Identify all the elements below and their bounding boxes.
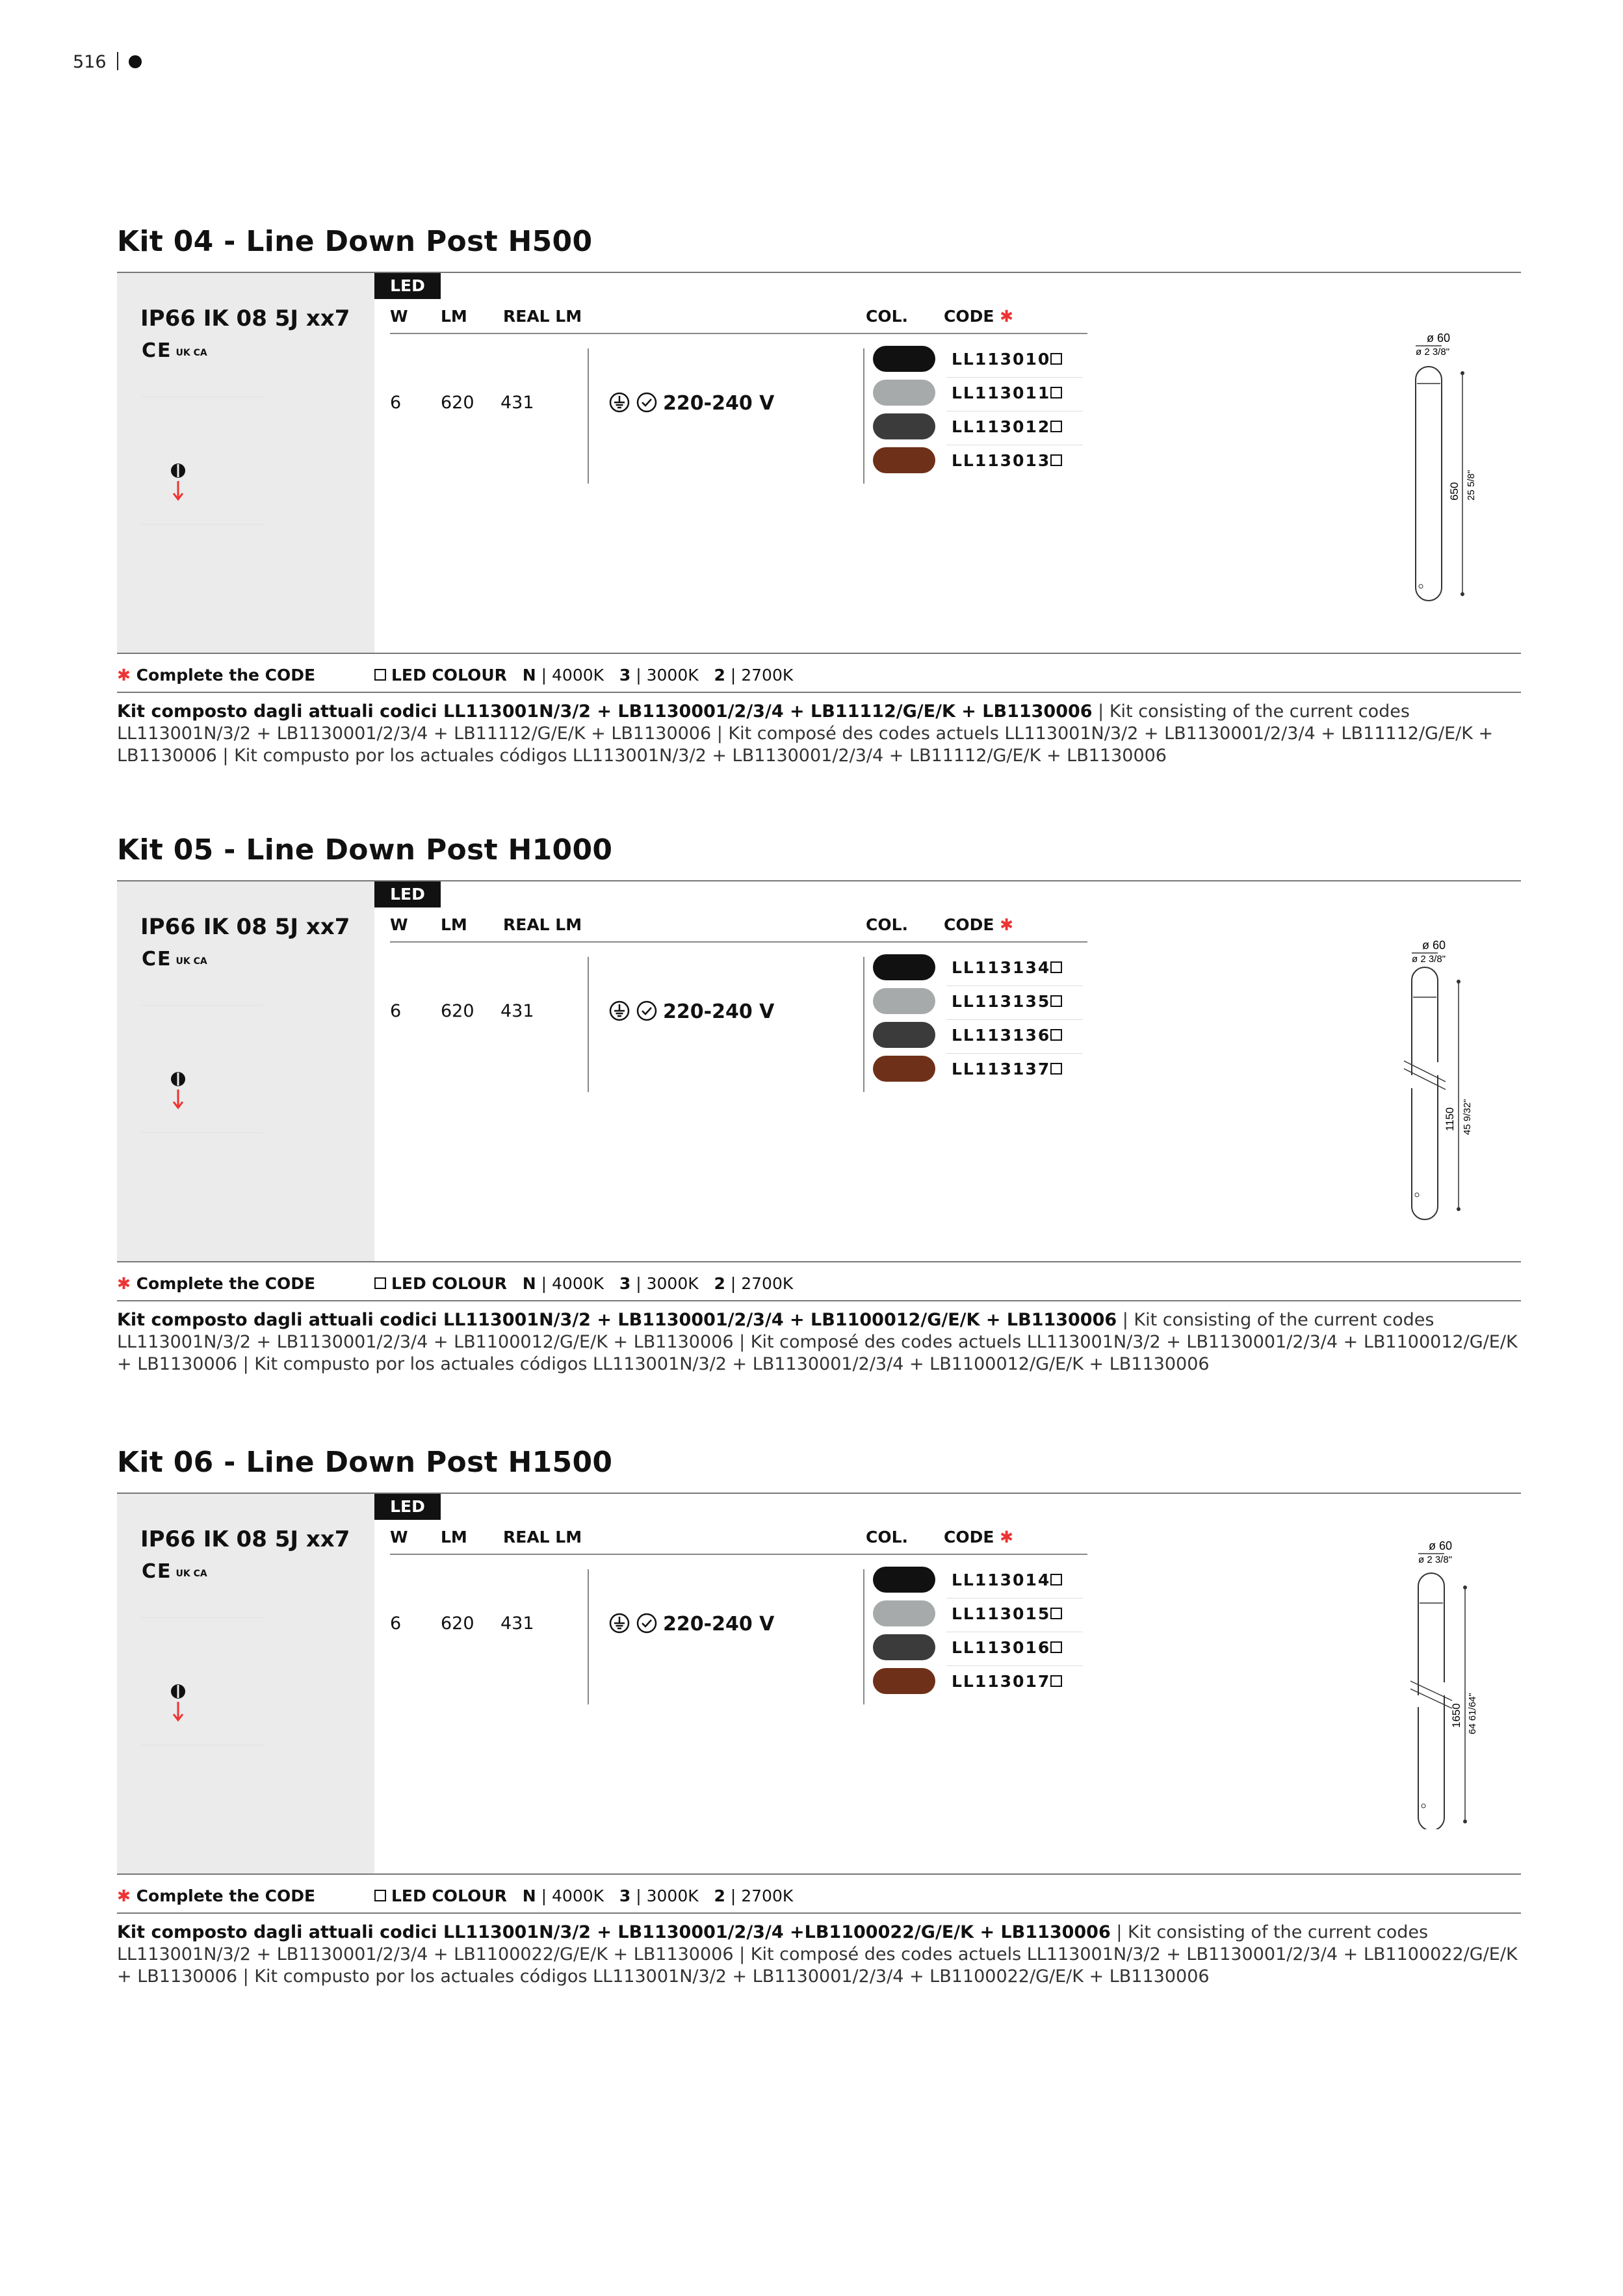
checkbox-icon [1050,1675,1062,1687]
divider [588,957,589,1092]
checkbox-icon [1050,1029,1062,1041]
led-tag: LED [374,273,441,299]
earth-ground-icon [608,391,630,413]
page-number-text: 516 [73,52,107,72]
color-swatch-black [873,346,935,372]
kit-section [117,1446,1521,2005]
checkbox-icon [1050,1063,1062,1075]
divider [140,1132,264,1133]
voltage-text: 220-240 V [663,1000,775,1023]
led-tag: LED [374,881,441,907]
product-code: LL113012 [952,417,1067,436]
led-colour-options: LED COLOUR N | 4000K 3 | 3000K 2 | 2700K [374,666,793,685]
divider [390,333,1087,334]
divider [863,1569,864,1704]
value-real-lm: 431 [500,1001,534,1021]
kit-title: Kit 06 - Line Down Post H1500 [117,1446,613,1479]
height-inch-label: 25 5/8" [1466,469,1477,501]
divider [117,1261,1521,1262]
color-swatch-black [873,954,935,980]
certification-icons [142,1560,207,1583]
divider [946,1019,1083,1020]
color-swatch-corten [873,447,935,473]
checkbox-icon [1050,353,1062,365]
value-real-lm: 431 [500,1613,534,1634]
asterisk-icon: ✱ [1000,915,1014,934]
ground-spike-icon [165,1682,191,1728]
dimension-drawing [1391,1537,1488,1829]
ip-rating: IP66 IK 08 5J xx7 [140,306,350,332]
divider [588,348,589,484]
dimension-drawing [1391,329,1488,615]
header-real-lm: REAL LM [503,915,582,934]
divider [946,377,1083,378]
kit-description: Kit composto dagli attuali codici LL113001N/3/2 + LB1130001/2/3/4 + LB11112/G/E/K + LB1130006 | Kit consisting of the current codes LL113001N/3/2 + LB1130001/2/3/4 + LB11112/G/E/K + LB1130006 | Kit composé des codes actuels LL113001N/3/2 + LB1130001/2/3/4 + LB11112/G/E/K + LB1130006 | Kit compusto por los actuales códigos LL113001N/3/2 + LB1130001/2/3/4 + LB11112/G/E/K + LB1130006 [117,701,1494,766]
header-w: W [390,307,408,326]
value-w: 6 [390,393,402,413]
ukca-mark-icon: UK CA [175,956,207,967]
checkbox-icon [1050,454,1062,466]
divider [140,1005,264,1006]
asterisk-icon: ✱ [117,1274,131,1293]
product-code: LL113017 [952,1672,1067,1691]
product-code: LL113011 [952,384,1067,402]
complete-code-note: ✱ Complete the CODE [117,1274,316,1293]
header-col: COL. [866,307,909,326]
header-lm: LM [441,915,467,934]
divider [946,1053,1083,1054]
diameter-inch-label: ø 2 3/8" [1412,954,1446,965]
header-lm: LM [441,307,467,326]
diameter-label: ø 60 [1422,939,1446,952]
ground-spike-icon [165,1070,191,1115]
product-code: LL113135 [952,992,1067,1011]
value-lm: 620 [441,1613,474,1634]
kit-title: Kit 05 - Line Down Post H1000 [117,833,613,867]
product-code: LL113015 [952,1604,1067,1623]
checkbox-icon [1050,387,1062,398]
ukca-mark-icon: UK CA [175,348,207,358]
value-lm: 620 [441,393,474,413]
color-swatch-corten [873,1668,935,1694]
product-code: LL113134 [952,958,1067,977]
dimension-drawing [1391,939,1488,1225]
kit-title: Kit 04 - Line Down Post H500 [117,225,593,258]
led-colour-options: LED COLOUR N | 4000K 3 | 3000K 2 | 2700K [374,1886,793,1905]
divider [390,1554,1087,1555]
checkbox-icon [374,669,386,681]
color-swatch-grey [873,1600,935,1626]
ce-mark-icon: CE [142,339,172,362]
value-w: 6 [390,1613,402,1634]
spec-panel [117,273,374,653]
asterisk-icon: ✱ [117,666,131,685]
divider [863,957,864,1092]
asterisk-icon: ✱ [117,1886,131,1905]
ce-mark-icon: CE [142,948,172,971]
height-inch-label: 64 61/64" [1467,1693,1478,1734]
divider [117,52,118,70]
earth-ground-icon [608,1612,630,1634]
asterisk-icon: ✱ [1000,1528,1014,1546]
divider [140,524,264,525]
color-swatch-anthracite [873,1634,935,1660]
certification-icons [142,339,207,362]
divider [946,985,1083,986]
divider [117,692,1521,693]
page-number [73,52,142,72]
header-col: COL. [866,1528,909,1546]
kit-description: Kit composto dagli attuali codici LL113001N/3/2 + LB1130001/2/3/4 + LB1100012/G/E/K + LB1130006 | Kit consisting of the current codes LL113001N/3/2 + LB1130001/2/3/4 + LB1100012/G/E/K + LB1130006 | Kit composé des codes actuels LL113001N/3/2 + LB1130001/2/3/4 + LB1100012/G/E/K + LB1130006 | Kit compusto por los actuales códigos LL113001N/3/2 + LB1130001/2/3/4 + LB1100012/G/E/K + LB1130006 [117,1310,1518,1374]
color-swatch-black [873,1567,935,1593]
voltage-text: 220-240 V [663,1613,775,1636]
header-lm: LM [441,1528,467,1546]
check-circle-icon [636,1000,658,1022]
height-label: 1650 [1450,1703,1462,1728]
spec-panel [117,881,374,1261]
header-code: CODE ✱ [944,307,1014,326]
header-code: CODE ✱ [944,915,1014,934]
divider [117,653,1521,654]
spec-panel [117,1494,374,1873]
divider [117,1873,1521,1875]
value-lm: 620 [441,1001,474,1021]
checkbox-icon [1050,421,1062,432]
diameter-inch-label: ø 2 3/8" [1418,1554,1453,1565]
header-real-lm: REAL LM [503,307,582,326]
checkbox-icon [1050,1608,1062,1619]
header-col: COL. [866,915,909,934]
color-swatch-corten [873,1056,935,1082]
kit-description: Kit composto dagli attuali codici LL113001N/3/2 + LB1130001/2/3/4 +LB1100022/G/E/K + LB1130006 | Kit consisting of the current codes LL113001N/3/2 + LB1130001/2/3/4 + LB1100022/G/E/K + LB1130006 | Kit composé des codes actuels LL113001N/3/2 + LB1130001/2/3/4 + LB1100022/G/E/K + LB1130006 | Kit compusto por los actuales códigos LL113001N/3/2 + LB1130001/2/3/4 + LB1100022/G/E/K + LB1130006 [117,1922,1518,1987]
checkbox-icon [374,1277,386,1289]
divider [390,941,1087,943]
diameter-label: ø 60 [1429,1539,1453,1552]
product-code: LL113016 [952,1638,1067,1657]
ground-spike-icon [165,462,191,507]
product-code: LL113136 [952,1026,1067,1045]
checkbox-icon [1050,961,1062,973]
diameter-label: ø 60 [1427,332,1451,345]
asterisk-icon: ✱ [1000,307,1014,326]
product-code: LL113137 [952,1060,1067,1078]
ukca-mark-icon: UK CA [175,1569,207,1579]
complete-code-note: ✱ Complete the CODE [117,1886,316,1905]
ip-rating: IP66 IK 08 5J xx7 [140,1526,350,1552]
product-code: LL113010 [952,350,1067,369]
header-code: CODE ✱ [944,1528,1014,1546]
value-w: 6 [390,1001,402,1021]
product-code: LL113014 [952,1571,1067,1589]
complete-code-note: ✱ Complete the CODE [117,666,316,685]
height-label: 1150 [1444,1107,1456,1131]
checkbox-icon [1050,1574,1062,1585]
divider [946,1665,1083,1666]
voltage [608,1612,774,1636]
diameter-inch-label: ø 2 3/8" [1416,346,1450,358]
led-tag: LED [374,1494,441,1520]
divider [140,1617,264,1618]
check-circle-icon [636,1612,658,1634]
checkbox-icon [1050,995,1062,1007]
led-colour-options: LED COLOUR N | 4000K 3 | 3000K 2 | 2700K [374,1274,793,1293]
color-swatch-grey [873,988,935,1014]
height-label: 650 [1448,482,1461,501]
color-swatch-anthracite [873,1022,935,1048]
height-inch-label: 45 9/32" [1462,1099,1473,1135]
divider [863,348,864,484]
ce-mark-icon: CE [142,1560,172,1583]
certification-icons [142,948,207,971]
value-real-lm: 431 [500,393,534,413]
voltage [608,391,774,415]
header-w: W [390,915,408,934]
header-real-lm: REAL LM [503,1528,582,1546]
color-swatch-grey [873,380,935,406]
kit-section [117,225,1521,784]
kit-section [117,833,1521,1392]
earth-ground-icon [608,1000,630,1022]
divider [588,1569,589,1704]
check-circle-icon [636,391,658,413]
voltage [608,1000,774,1023]
divider [117,1912,1521,1914]
header-w: W [390,1528,408,1546]
bullet-dot-icon [129,55,142,68]
ip-rating: IP66 IK 08 5J xx7 [140,914,350,940]
color-swatch-anthracite [873,413,935,439]
product-code: LL113013 [952,451,1067,470]
checkbox-icon [374,1890,386,1901]
divider [117,1300,1521,1301]
checkbox-icon [1050,1641,1062,1653]
voltage-text: 220-240 V [663,392,775,415]
